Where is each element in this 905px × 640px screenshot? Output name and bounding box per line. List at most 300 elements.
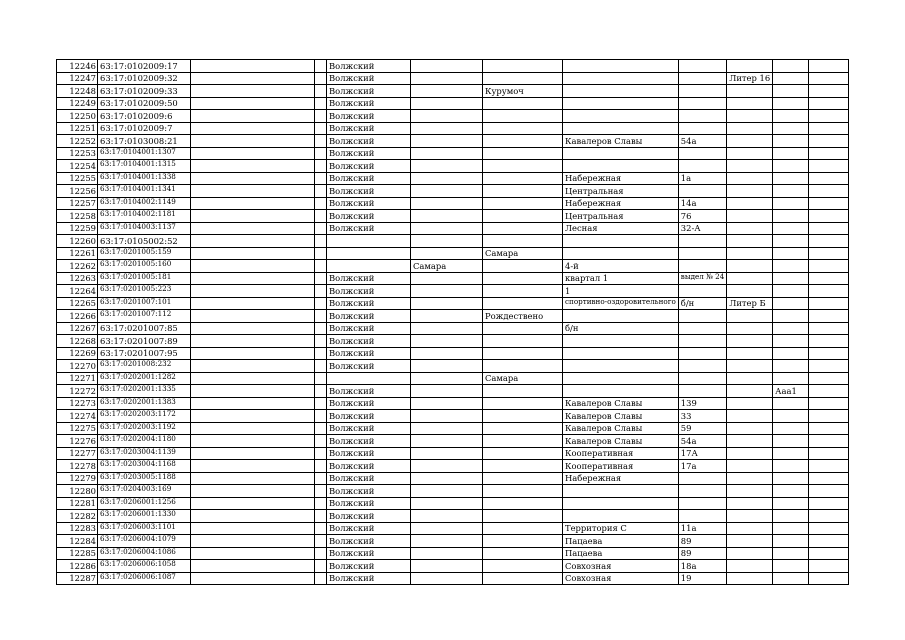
empty-cell	[809, 247, 849, 260]
cadastral-number-cell: 63:17:0206004:1086	[98, 547, 191, 560]
empty-cell	[191, 472, 315, 485]
street-cell: Набережная	[563, 472, 679, 485]
table-row	[57, 522, 849, 535]
empty-cell	[809, 410, 849, 423]
table-row	[57, 547, 849, 560]
table-row	[57, 472, 849, 485]
table-row	[57, 360, 849, 373]
cadastral-number-cell: 63:17:0206001:1256	[98, 497, 191, 510]
district-cell: Волжский	[327, 397, 411, 410]
building-cell	[727, 560, 773, 573]
empty-cell	[809, 222, 849, 235]
house-cell	[678, 85, 727, 98]
table-row	[57, 335, 849, 348]
empty-cell	[809, 97, 849, 110]
house-cell	[678, 235, 727, 248]
district-cell: Волжский	[327, 222, 411, 235]
empty-cell	[191, 122, 315, 135]
empty-cell	[315, 97, 327, 110]
building-cell	[727, 222, 773, 235]
empty-cell	[191, 360, 315, 373]
cadastral-number-cell: 63:17:0201005:160	[98, 260, 191, 273]
city-cell	[411, 135, 483, 148]
district-cell: Волжский	[327, 110, 411, 123]
empty-cell	[809, 347, 849, 360]
empty-cell	[191, 97, 315, 110]
cadastral-number-cell: 63:17:0104002:1149	[98, 197, 191, 210]
building-cell	[727, 260, 773, 273]
building-cell	[727, 535, 773, 548]
locality-cell	[483, 260, 563, 273]
row-number-cell: 12255	[57, 172, 98, 185]
apartment-cell	[773, 472, 809, 485]
apartment-cell	[773, 510, 809, 523]
empty-cell	[191, 335, 315, 348]
city-cell	[411, 360, 483, 373]
apartment-cell	[773, 235, 809, 248]
district-cell: Волжский	[327, 485, 411, 498]
empty-cell	[315, 185, 327, 198]
street-cell: Набережная	[563, 172, 679, 185]
house-cell	[678, 385, 727, 398]
empty-cell	[809, 335, 849, 348]
empty-cell	[191, 510, 315, 523]
apartment-cell	[773, 335, 809, 348]
row-number-cell: 12251	[57, 122, 98, 135]
empty-cell	[315, 460, 327, 473]
district-cell: Волжский	[327, 510, 411, 523]
city-cell	[411, 497, 483, 510]
building-cell	[727, 172, 773, 185]
empty-cell	[191, 560, 315, 573]
empty-cell	[809, 547, 849, 560]
building-cell	[727, 210, 773, 223]
row-number-cell: 12263	[57, 272, 98, 285]
locality-cell	[483, 572, 563, 585]
building-cell	[727, 235, 773, 248]
apartment-cell	[773, 535, 809, 548]
empty-cell	[191, 85, 315, 98]
house-cell: 18а	[678, 560, 727, 573]
table-row	[57, 510, 849, 523]
cadastral-number-cell: 63:17:0102009:7	[98, 122, 191, 135]
empty-cell	[809, 60, 849, 73]
empty-cell	[315, 335, 327, 348]
street-cell	[563, 85, 679, 98]
locality-cell	[483, 297, 563, 310]
empty-cell	[809, 360, 849, 373]
apartment-cell	[773, 435, 809, 448]
empty-cell	[809, 560, 849, 573]
house-cell	[678, 510, 727, 523]
locality-cell	[483, 97, 563, 110]
empty-cell	[315, 235, 327, 248]
row-number-cell: 12279	[57, 472, 98, 485]
table-row	[57, 210, 849, 223]
empty-cell	[809, 197, 849, 210]
street-cell: 4-й	[563, 260, 679, 273]
table-row	[57, 60, 849, 73]
city-cell	[411, 410, 483, 423]
empty-cell	[315, 260, 327, 273]
city-cell	[411, 197, 483, 210]
empty-cell	[191, 447, 315, 460]
apartment-cell	[773, 572, 809, 585]
locality-cell: Курумоч	[483, 85, 563, 98]
empty-cell	[809, 572, 849, 585]
house-cell	[678, 472, 727, 485]
district-cell: Волжский	[327, 472, 411, 485]
city-cell	[411, 310, 483, 323]
locality-cell	[483, 347, 563, 360]
district-cell: Волжский	[327, 97, 411, 110]
city-cell	[411, 85, 483, 98]
building-cell	[727, 410, 773, 423]
locality-cell	[483, 60, 563, 73]
house-cell	[678, 322, 727, 335]
building-cell	[727, 60, 773, 73]
building-cell	[727, 510, 773, 523]
empty-cell	[191, 285, 315, 298]
empty-cell	[315, 110, 327, 123]
table-row	[57, 397, 849, 410]
empty-cell	[315, 372, 327, 385]
street-cell	[563, 335, 679, 348]
empty-cell	[191, 260, 315, 273]
locality-cell: Самара	[483, 372, 563, 385]
cadastral-number-cell: 63:17:0201005:223	[98, 285, 191, 298]
empty-cell	[809, 522, 849, 535]
house-cell	[678, 185, 727, 198]
empty-cell	[809, 385, 849, 398]
city-cell	[411, 510, 483, 523]
row-number-cell: 12268	[57, 335, 98, 348]
row-number-cell: 12256	[57, 185, 98, 198]
apartment-cell	[773, 397, 809, 410]
apartment-cell	[773, 60, 809, 73]
table-row	[57, 235, 849, 248]
city-cell	[411, 460, 483, 473]
district-cell: Волжский	[327, 435, 411, 448]
district-cell: Волжский	[327, 85, 411, 98]
building-cell	[727, 372, 773, 385]
building-cell	[727, 485, 773, 498]
table-row	[57, 135, 849, 148]
empty-cell	[191, 435, 315, 448]
street-cell: Пацаева	[563, 547, 679, 560]
locality-cell	[483, 160, 563, 173]
apartment-cell	[773, 97, 809, 110]
street-cell: Кооперативная	[563, 447, 679, 460]
empty-cell	[191, 60, 315, 73]
table-row	[57, 535, 849, 548]
house-cell	[678, 122, 727, 135]
row-number-cell: 12258	[57, 210, 98, 223]
district-cell: Волжский	[327, 572, 411, 585]
table-row	[57, 272, 849, 285]
table-row	[57, 197, 849, 210]
locality-cell	[483, 210, 563, 223]
building-cell	[727, 422, 773, 435]
district-cell: Волжский	[327, 460, 411, 473]
row-number-cell: 12249	[57, 97, 98, 110]
table-body	[57, 60, 849, 585]
empty-cell	[315, 472, 327, 485]
empty-cell	[191, 147, 315, 160]
apartment-cell	[773, 110, 809, 123]
empty-cell	[809, 422, 849, 435]
row-number-cell: 12265	[57, 297, 98, 310]
apartment-cell	[773, 122, 809, 135]
building-cell	[727, 197, 773, 210]
apartment-cell	[773, 260, 809, 273]
table-row	[57, 372, 849, 385]
table-row	[57, 285, 849, 298]
city-cell	[411, 297, 483, 310]
row-number-cell: 12287	[57, 572, 98, 585]
locality-cell	[483, 485, 563, 498]
row-number-cell: 12250	[57, 110, 98, 123]
district-cell: Волжский	[327, 422, 411, 435]
building-cell	[727, 497, 773, 510]
district-cell	[327, 260, 411, 273]
empty-cell	[809, 72, 849, 85]
district-cell: Волжский	[327, 185, 411, 198]
house-cell	[678, 497, 727, 510]
building-cell	[727, 322, 773, 335]
locality-cell	[483, 410, 563, 423]
empty-cell	[191, 160, 315, 173]
row-number-cell: 12280	[57, 485, 98, 498]
cadastral-number-cell: 63:17:0104003:1137	[98, 222, 191, 235]
street-cell	[563, 122, 679, 135]
house-cell	[678, 160, 727, 173]
table-row	[57, 497, 849, 510]
locality-cell	[483, 322, 563, 335]
house-cell: 19	[678, 572, 727, 585]
district-cell: Волжский	[327, 560, 411, 573]
row-number-cell: 12254	[57, 160, 98, 173]
district-cell: Волжский	[327, 297, 411, 310]
empty-cell	[191, 297, 315, 310]
apartment-cell	[773, 185, 809, 198]
empty-cell	[191, 497, 315, 510]
street-cell: Набережная	[563, 197, 679, 210]
row-number-cell: 12262	[57, 260, 98, 273]
street-cell: Территория С	[563, 522, 679, 535]
locality-cell	[483, 472, 563, 485]
row-number-cell: 12276	[57, 435, 98, 448]
house-cell: б/н	[678, 297, 727, 310]
empty-cell	[315, 535, 327, 548]
empty-cell	[191, 372, 315, 385]
street-cell	[563, 247, 679, 260]
empty-cell	[809, 285, 849, 298]
empty-cell	[315, 135, 327, 148]
cadastral-number-cell: 63:17:0202003:1172	[98, 410, 191, 423]
apartment-cell	[773, 210, 809, 223]
district-cell: Волжский	[327, 360, 411, 373]
apartment-cell	[773, 347, 809, 360]
house-cell: 89	[678, 535, 727, 548]
apartment-cell: Ааа1	[773, 385, 809, 398]
city-cell	[411, 235, 483, 248]
city-cell	[411, 447, 483, 460]
row-number-cell: 12275	[57, 422, 98, 435]
district-cell: Волжский	[327, 122, 411, 135]
street-cell	[563, 147, 679, 160]
building-cell	[727, 310, 773, 323]
empty-cell	[315, 147, 327, 160]
apartment-cell	[773, 322, 809, 335]
row-number-cell: 12273	[57, 397, 98, 410]
table-row	[57, 572, 849, 585]
city-cell	[411, 535, 483, 548]
street-cell: Центральная	[563, 210, 679, 223]
apartment-cell	[773, 485, 809, 498]
house-cell: 32-А	[678, 222, 727, 235]
district-cell: Волжский	[327, 160, 411, 173]
locality-cell	[483, 422, 563, 435]
apartment-cell	[773, 297, 809, 310]
empty-cell	[191, 235, 315, 248]
cadastral-number-cell: 63:17:0201007:112	[98, 310, 191, 323]
empty-cell	[315, 385, 327, 398]
street-cell	[563, 235, 679, 248]
house-cell	[678, 97, 727, 110]
row-number-cell: 12248	[57, 85, 98, 98]
building-cell	[727, 397, 773, 410]
city-cell	[411, 422, 483, 435]
district-cell	[327, 247, 411, 260]
house-cell: 14а	[678, 197, 727, 210]
empty-cell	[315, 297, 327, 310]
empty-cell	[191, 410, 315, 423]
apartment-cell	[773, 272, 809, 285]
row-number-cell: 12281	[57, 497, 98, 510]
cadastral-table	[56, 59, 849, 585]
city-cell	[411, 572, 483, 585]
table-row	[57, 122, 849, 135]
cadastral-number-cell: 63:17:0102009:33	[98, 85, 191, 98]
locality-cell	[483, 272, 563, 285]
locality-cell	[483, 510, 563, 523]
district-cell: Волжский	[327, 310, 411, 323]
empty-cell	[191, 535, 315, 548]
cadastral-number-cell: 63:17:0202003:1192	[98, 422, 191, 435]
cadastral-number-cell: 63:17:0102009:17	[98, 60, 191, 73]
empty-cell	[809, 172, 849, 185]
house-cell	[678, 360, 727, 373]
street-cell	[563, 485, 679, 498]
empty-cell	[809, 235, 849, 248]
cadastral-number-cell: 63:17:0206004:1079	[98, 535, 191, 548]
apartment-cell	[773, 460, 809, 473]
empty-cell	[315, 397, 327, 410]
locality-cell	[483, 147, 563, 160]
cadastral-number-cell: 63:17:0103008:21	[98, 135, 191, 148]
empty-cell	[315, 572, 327, 585]
table-row	[57, 85, 849, 98]
row-number-cell: 12277	[57, 447, 98, 460]
apartment-cell	[773, 522, 809, 535]
city-cell	[411, 335, 483, 348]
empty-cell	[315, 60, 327, 73]
house-cell	[678, 60, 727, 73]
locality-cell	[483, 460, 563, 473]
apartment-cell	[773, 360, 809, 373]
empty-cell	[315, 310, 327, 323]
cadastral-number-cell: 63:17:0201005:181	[98, 272, 191, 285]
cadastral-number-cell: 63:17:0102009:6	[98, 110, 191, 123]
street-cell	[563, 360, 679, 373]
empty-cell	[315, 197, 327, 210]
empty-cell	[809, 85, 849, 98]
street-cell	[563, 510, 679, 523]
street-cell	[563, 160, 679, 173]
city-cell	[411, 210, 483, 223]
empty-cell	[191, 310, 315, 323]
city-cell	[411, 547, 483, 560]
apartment-cell	[773, 372, 809, 385]
locality-cell	[483, 385, 563, 398]
empty-cell	[191, 522, 315, 535]
apartment-cell	[773, 447, 809, 460]
street-cell	[563, 385, 679, 398]
table-row	[57, 147, 849, 160]
empty-cell	[315, 210, 327, 223]
empty-cell	[809, 460, 849, 473]
house-cell	[678, 72, 727, 85]
apartment-cell	[773, 85, 809, 98]
empty-cell	[315, 322, 327, 335]
street-cell	[563, 72, 679, 85]
empty-cell	[809, 322, 849, 335]
city-cell	[411, 372, 483, 385]
street-cell: Лесная	[563, 222, 679, 235]
empty-cell	[191, 385, 315, 398]
house-cell: 54а	[678, 435, 727, 448]
empty-cell	[315, 422, 327, 435]
empty-cell	[809, 510, 849, 523]
empty-cell	[809, 160, 849, 173]
street-cell: Кавалеров Славы	[563, 397, 679, 410]
apartment-cell	[773, 497, 809, 510]
table-row	[57, 310, 849, 323]
apartment-cell	[773, 422, 809, 435]
table-row	[57, 97, 849, 110]
house-cell: 1а	[678, 172, 727, 185]
district-cell: Волжский	[327, 60, 411, 73]
cadastral-number-cell: 63:17:0203004:1139	[98, 447, 191, 460]
empty-cell	[315, 497, 327, 510]
locality-cell	[483, 197, 563, 210]
empty-cell	[809, 135, 849, 148]
building-cell	[727, 547, 773, 560]
street-cell: Совхозная	[563, 572, 679, 585]
street-cell: б/н	[563, 322, 679, 335]
street-cell: Кавалеров Славы	[563, 410, 679, 423]
row-number-cell: 12257	[57, 197, 98, 210]
empty-cell	[809, 485, 849, 498]
city-cell	[411, 397, 483, 410]
house-cell	[678, 310, 727, 323]
city-cell	[411, 60, 483, 73]
table-row	[57, 260, 849, 273]
apartment-cell	[773, 560, 809, 573]
empty-cell	[315, 347, 327, 360]
cadastral-number-cell: 63:17:0202001:1383	[98, 397, 191, 410]
